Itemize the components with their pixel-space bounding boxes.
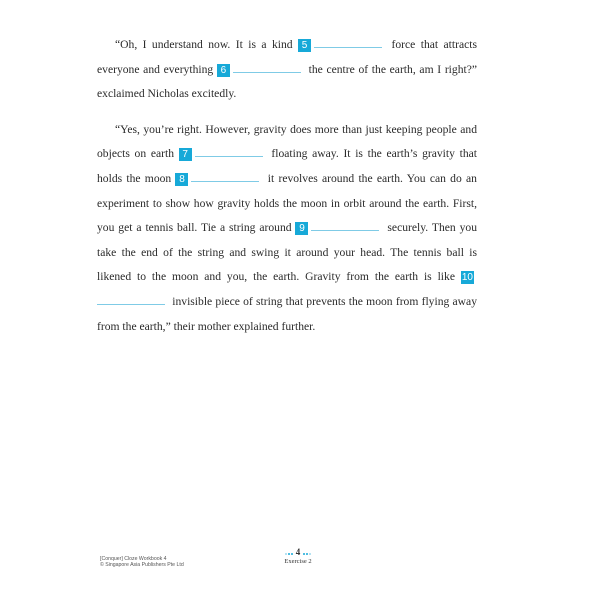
answer-blank-10[interactable] xyxy=(97,303,165,305)
page-footer xyxy=(268,547,328,566)
blank-number-9: 9 xyxy=(295,222,308,235)
footer-publisher-info xyxy=(100,556,184,568)
page-number: 4 xyxy=(295,547,301,557)
dots-right-decoration xyxy=(303,547,312,558)
exercise-label: Exercise 2 xyxy=(284,558,312,566)
answer-blank-6[interactable] xyxy=(233,71,301,73)
copyright-notice: © Singapore Asia Publishers Pte Ltd xyxy=(100,562,184,569)
blank-number-10: 10 xyxy=(461,272,473,284)
dots-left-decoration xyxy=(285,547,294,558)
blank-number-7: 7 xyxy=(179,148,192,161)
paragraph xyxy=(97,33,477,107)
passage-text: floating away. It is the earth’s gravity that holds the moon xyxy=(97,147,478,185)
answer-blank-8[interactable] xyxy=(191,180,259,182)
answer-blank-5[interactable] xyxy=(314,46,382,48)
passage-text: invisible piece of string that prevents the moon from flying away from the earth,” their mother explained further. xyxy=(97,294,477,333)
book-title: [Conquer] Cloze Workbook 4 xyxy=(100,556,167,562)
answer-blank-9[interactable] xyxy=(311,229,379,231)
passage-text: it revolves around the earth. You can do an experiment to show how gravity holds the moon in orbit around the earth. First, you get a tennis ball. Tie a string around xyxy=(97,171,477,235)
passage-text: force that attracts everyone and everything xyxy=(97,38,478,76)
blank-number-8: 8 xyxy=(175,173,188,186)
passage-text: “Yes, you’re right. However, gravity does more than just keeping people and objects on earth xyxy=(97,122,477,161)
passage xyxy=(97,33,477,339)
passage-text: the centre of the earth, am I right?” exclaimed Nicholas excitedly. xyxy=(97,62,478,101)
blank-number-6: 6 xyxy=(217,64,230,77)
passage-text: securely. Then you take the end of the string and swing it around your head. The tennis ball is likened to the moon and you, the earth. Gravity from the earth is like xyxy=(97,221,478,284)
paragraph xyxy=(97,118,477,339)
answer-blank-7[interactable] xyxy=(195,155,263,157)
blank-number-5: 5 xyxy=(298,39,311,52)
passage-text: “Oh, I understand now. It is a kind xyxy=(115,38,299,51)
